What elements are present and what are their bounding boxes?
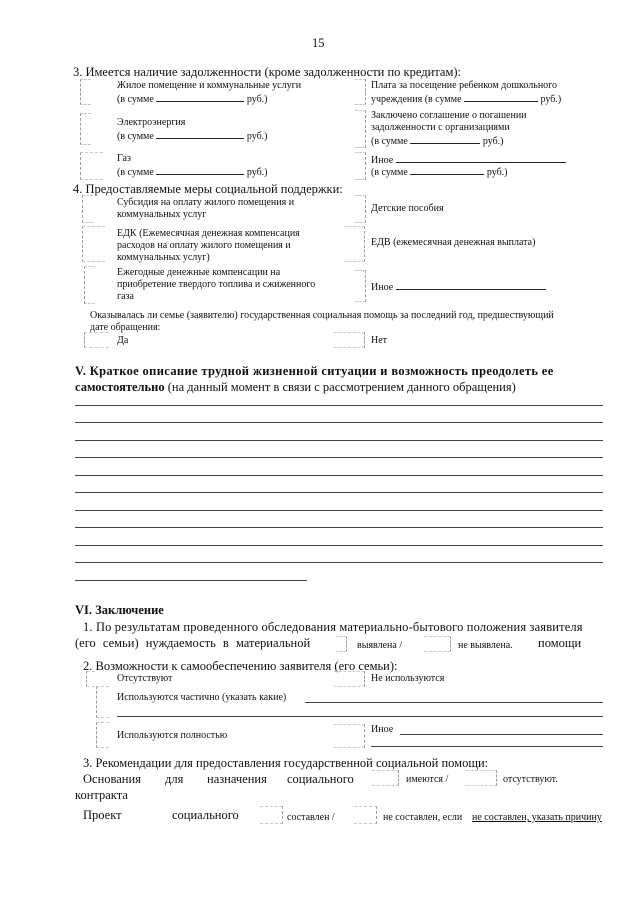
situation-line-3[interactable] xyxy=(75,440,603,441)
gas-sum: (в сумме руб.) xyxy=(117,167,268,178)
debt-other-field[interactable] xyxy=(396,153,566,163)
child-benefit-label: Детские пособия xyxy=(371,203,444,214)
agreement-label-1: Заключено соглашение о погашении xyxy=(371,110,527,121)
support-section-title: 4. Предоставляемые меры социальной поддержки: xyxy=(73,182,343,196)
selfsupport-absent-checkbox[interactable] xyxy=(86,671,95,687)
situation-line-2[interactable] xyxy=(75,422,603,423)
situation-line-10[interactable] xyxy=(75,562,603,563)
housing-sum-field[interactable] xyxy=(156,92,244,102)
support-other: Иное xyxy=(371,280,546,294)
electric-sum: (в сумме руб.) xyxy=(117,131,268,142)
need-help-word: помощи xyxy=(538,636,582,650)
situation-heading-1: V. Краткое описание трудной жизненной ситуации и возможность преодолеть ее xyxy=(75,364,554,378)
need-not-found-checkbox[interactable] xyxy=(424,636,451,652)
selfsupport-not-used-checkbox[interactable] xyxy=(334,671,365,687)
basis-word-2: для xyxy=(165,772,184,786)
selfsupport-other-checkbox[interactable] xyxy=(334,724,365,748)
debt-section-title: 3. Имеется наличие задолженности (кроме задолженности по кредитам): xyxy=(73,65,462,79)
help-yes-checkbox[interactable] xyxy=(84,332,109,348)
selfsupport-partial-checkbox[interactable] xyxy=(96,686,109,718)
gas-label: Газ xyxy=(117,153,131,164)
selfsupport-other: Иное xyxy=(371,724,394,735)
basis-word-1: Основания xyxy=(83,772,141,786)
conclusion-p1-line1: 1. По результатам проведенного обследования материально-бытового положения заявителя xyxy=(83,620,583,634)
need-found-checkbox[interactable] xyxy=(336,636,347,652)
conclusion-p2: 2. Возможности к самообеспечению заявителя (его семьи): xyxy=(83,659,398,673)
preschool-checkbox[interactable] xyxy=(355,79,366,105)
conclusion-p3: 3. Рекомендации для предоставления государственной социальной помощи: xyxy=(83,756,489,770)
selfsupport-other-line-2[interactable] xyxy=(371,746,603,747)
help-no-checkbox[interactable] xyxy=(334,332,365,348)
annual-label-1: Ежегодные денежные компенсации на xyxy=(117,267,281,278)
housing-sum: (в сумме руб.) xyxy=(117,94,268,105)
project-not-made-checkbox[interactable] xyxy=(354,806,377,824)
subsidy-label-2: коммунальных услуг xyxy=(117,209,207,220)
project-made-checkbox[interactable] xyxy=(260,806,283,824)
page-number: 15 xyxy=(312,36,325,50)
basis-absent-checkbox[interactable] xyxy=(466,770,497,786)
project-made-label: составлен / xyxy=(287,812,335,823)
help-question-1: Оказывалась ли семье (заявителю) государственная социальная помощь за последний год, предшествующий xyxy=(90,310,554,321)
selfsupport-partial-label: Используются частично (указать какие) xyxy=(117,692,287,703)
situation-line-8[interactable] xyxy=(75,527,603,528)
debt-other-sum-field[interactable] xyxy=(410,165,484,175)
basis-exists-checkbox[interactable] xyxy=(372,770,399,786)
subsidy-checkbox[interactable] xyxy=(82,195,93,223)
edv-label: ЕДВ (ежемесячная денежная выплата) xyxy=(371,237,536,248)
selfsupport-full-checkbox[interactable] xyxy=(96,722,109,748)
help-yes-label: Да xyxy=(117,335,129,346)
basis-exists-label: имеются / xyxy=(406,774,449,785)
preschool-label: Плата за посещение ребенком дошкольного xyxy=(371,80,558,91)
help-question-2: дате обращения: xyxy=(90,322,161,333)
housing-checkbox[interactable] xyxy=(80,79,91,105)
subsidy-label-1: Субсидия на оплату жилого помещения и xyxy=(117,197,295,208)
selfsupport-full-label: Используются полностью xyxy=(117,730,228,741)
child-benefit-checkbox[interactable] xyxy=(355,195,366,223)
electric-checkbox[interactable] xyxy=(80,113,91,145)
agreement-label-2: задолженности с организациями xyxy=(371,122,510,133)
basis-word-3: назначения xyxy=(207,772,267,786)
project-not-made-label: не составлен, если xyxy=(383,812,463,823)
contract-word: контракта xyxy=(75,788,128,802)
situation-line-1[interactable] xyxy=(75,405,603,406)
conclusion-heading: VI. Заключение xyxy=(75,603,164,617)
basis-word-4: социального xyxy=(287,772,354,786)
support-other-field[interactable] xyxy=(396,280,546,290)
situation-line-6[interactable] xyxy=(75,492,603,493)
electric-sum-field[interactable] xyxy=(156,129,244,139)
annual-label-3: газа xyxy=(117,291,134,302)
agreement-sum: (в сумме руб.) xyxy=(371,136,504,147)
selfsupport-other-field[interactable] xyxy=(400,734,603,735)
preschool-sum: учреждения (в сумме руб.) xyxy=(371,94,562,105)
basis-absent-label: отсутствуют. xyxy=(503,774,558,785)
selfsupport-partial-line-2[interactable] xyxy=(117,716,603,717)
situation-line-11[interactable] xyxy=(75,580,307,581)
selfsupport-not-used-label: Не используются xyxy=(371,673,445,684)
situation-heading-2: самостоятельно (на данный момент в связи с рассмотрением данного обращения) xyxy=(75,380,516,394)
gas-sum-field[interactable] xyxy=(156,165,244,175)
situation-line-7[interactable] xyxy=(75,510,603,511)
edk-label-3: коммунальных услуг) xyxy=(117,252,210,263)
project-word-1: Проект xyxy=(83,808,122,822)
project-word-2: социального xyxy=(172,808,239,822)
electric-label: Электроэнергия xyxy=(117,117,186,128)
support-other-checkbox[interactable] xyxy=(355,270,366,302)
selfsupport-partial-field[interactable] xyxy=(305,702,603,703)
edk-label-2: расходов на оплату жилого помещения и xyxy=(117,240,291,251)
conclusion-p1-line2: (его семьи) нуждаемость в материальной xyxy=(75,636,311,650)
debt-other-checkbox[interactable] xyxy=(355,152,366,180)
need-found-label: выявлена / xyxy=(357,640,403,651)
edk-label-1: ЕДК (Ежемесячная денежная компенсация xyxy=(117,228,300,239)
gas-checkbox[interactable] xyxy=(80,152,103,180)
preschool-sum-field[interactable] xyxy=(464,92,538,102)
debt-other-sum: (в сумме руб.) xyxy=(371,167,508,178)
edv-checkbox[interactable] xyxy=(344,226,365,262)
selfsupport-absent-label: Отсутствуют xyxy=(117,673,173,684)
edk-checkbox[interactable] xyxy=(82,226,105,262)
agreement-checkbox[interactable] xyxy=(355,110,366,148)
project-not-made-reason: не составлен, указать причину xyxy=(472,812,602,823)
housing-label: Жилое помещение и коммунальные услуги xyxy=(117,80,302,91)
situation-line-4[interactable] xyxy=(75,457,603,458)
annual-label-2: приобретение твердого топлива и сжиженного xyxy=(117,279,316,290)
agreement-sum-field[interactable] xyxy=(410,134,480,144)
debt-other: Иное xyxy=(371,153,566,167)
situation-line-9[interactable] xyxy=(75,545,603,546)
situation-line-5[interactable] xyxy=(75,475,603,476)
need-not-found-label: не выявлена. xyxy=(458,640,513,651)
help-no-label: Нет xyxy=(371,335,388,346)
annual-compensation-checkbox[interactable] xyxy=(84,266,95,304)
